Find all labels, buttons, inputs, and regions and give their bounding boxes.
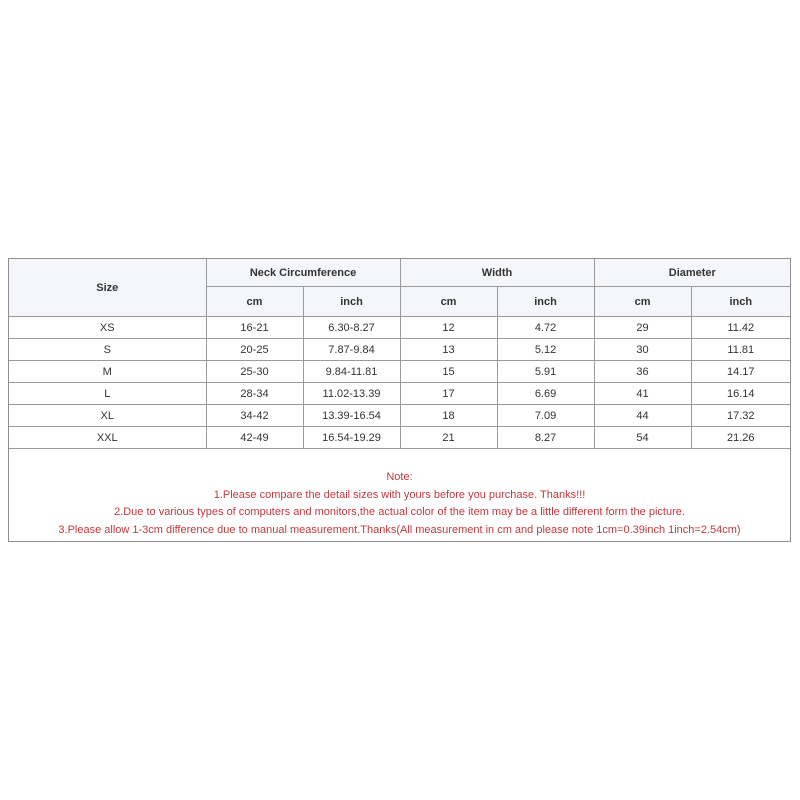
table-cell: 6.30-8.27: [303, 317, 400, 339]
note-title: Note:: [386, 471, 413, 483]
table-cell: 44: [594, 405, 691, 427]
table-cell: 16.54-19.29: [303, 427, 400, 449]
table-cell: 5.91: [497, 361, 594, 383]
table-cell: 15: [400, 361, 497, 383]
table-cell: 21: [400, 427, 497, 449]
unit-header-inch: inch: [691, 287, 790, 317]
size-cell: XS: [9, 317, 206, 339]
table-cell: 11.42: [691, 317, 790, 339]
table-cell: 30: [594, 339, 691, 361]
note-line: 1.Please compare the detail sizes with yours before you purchase. Thanks!!!: [213, 488, 586, 501]
table-row: [9, 317, 790, 339]
table-row: [9, 405, 790, 427]
unit-header-inch: inch: [303, 287, 400, 317]
table-row: [9, 361, 790, 383]
table-cell: 7.87-9.84: [303, 339, 400, 361]
diameter-header: Diameter: [594, 259, 790, 287]
size-cell: XXL: [9, 427, 206, 449]
table-cell: 5.12: [497, 339, 594, 361]
size-cell: S: [9, 339, 206, 361]
table-cell: 41: [594, 383, 691, 405]
table-cell: 9.84-11.81: [303, 361, 400, 383]
size-column-header: Size: [9, 259, 206, 317]
table-cell: 54: [594, 427, 691, 449]
unit-header-cm: cm: [594, 287, 691, 317]
size-table: [9, 259, 790, 449]
size-chart: [8, 258, 791, 542]
table-cell: 34-42: [206, 405, 303, 427]
table-cell: 11.02-13.39: [303, 383, 400, 405]
table-cell: 11.81: [691, 339, 790, 361]
header-row-groups: [9, 259, 790, 287]
table-cell: 17.32: [691, 405, 790, 427]
width-header: Width: [400, 259, 594, 287]
size-cell: M: [9, 361, 206, 383]
table-cell: 13: [400, 339, 497, 361]
table-cell: 6.69: [497, 383, 594, 405]
table-row: [9, 427, 790, 449]
table-cell: 17: [400, 383, 497, 405]
notes-section: [9, 469, 790, 539]
unit-header-inch: inch: [497, 287, 594, 317]
table-row: [9, 383, 790, 405]
table-cell: 20-25: [206, 339, 303, 361]
unit-header-cm: cm: [206, 287, 303, 317]
table-cell: 4.72: [497, 317, 594, 339]
table-cell: 16-21: [206, 317, 303, 339]
table-cell: 36: [594, 361, 691, 383]
table-cell: 28-34: [206, 383, 303, 405]
size-cell: XL: [9, 405, 206, 427]
table-row: [9, 339, 790, 361]
table-cell: 18: [400, 405, 497, 427]
note-line: 3.Please allow 1-3cm difference due to manual measurement.Thanks(All measurement in cm and please note 1cm=0.39inch 1inch=2.54cm): [58, 523, 741, 536]
table-cell: 14.17: [691, 361, 790, 383]
table-cell: 13.39-16.54: [303, 405, 400, 427]
table-cell: 29: [594, 317, 691, 339]
table-cell: 21.26: [691, 427, 790, 449]
table-cell: 7.09: [497, 405, 594, 427]
size-cell: L: [9, 383, 206, 405]
neck-circumference-header: Neck Circumference: [206, 259, 400, 287]
table-cell: 8.27: [497, 427, 594, 449]
table-cell: 12: [400, 317, 497, 339]
table-cell: 16.14: [691, 383, 790, 405]
table-cell: 42-49: [206, 427, 303, 449]
table-cell: 25-30: [206, 361, 303, 383]
unit-header-cm: cm: [400, 287, 497, 317]
note-line: 2.Due to various types of computers and monitors,the actual color of the item may be a little different form the picture.: [114, 506, 685, 518]
